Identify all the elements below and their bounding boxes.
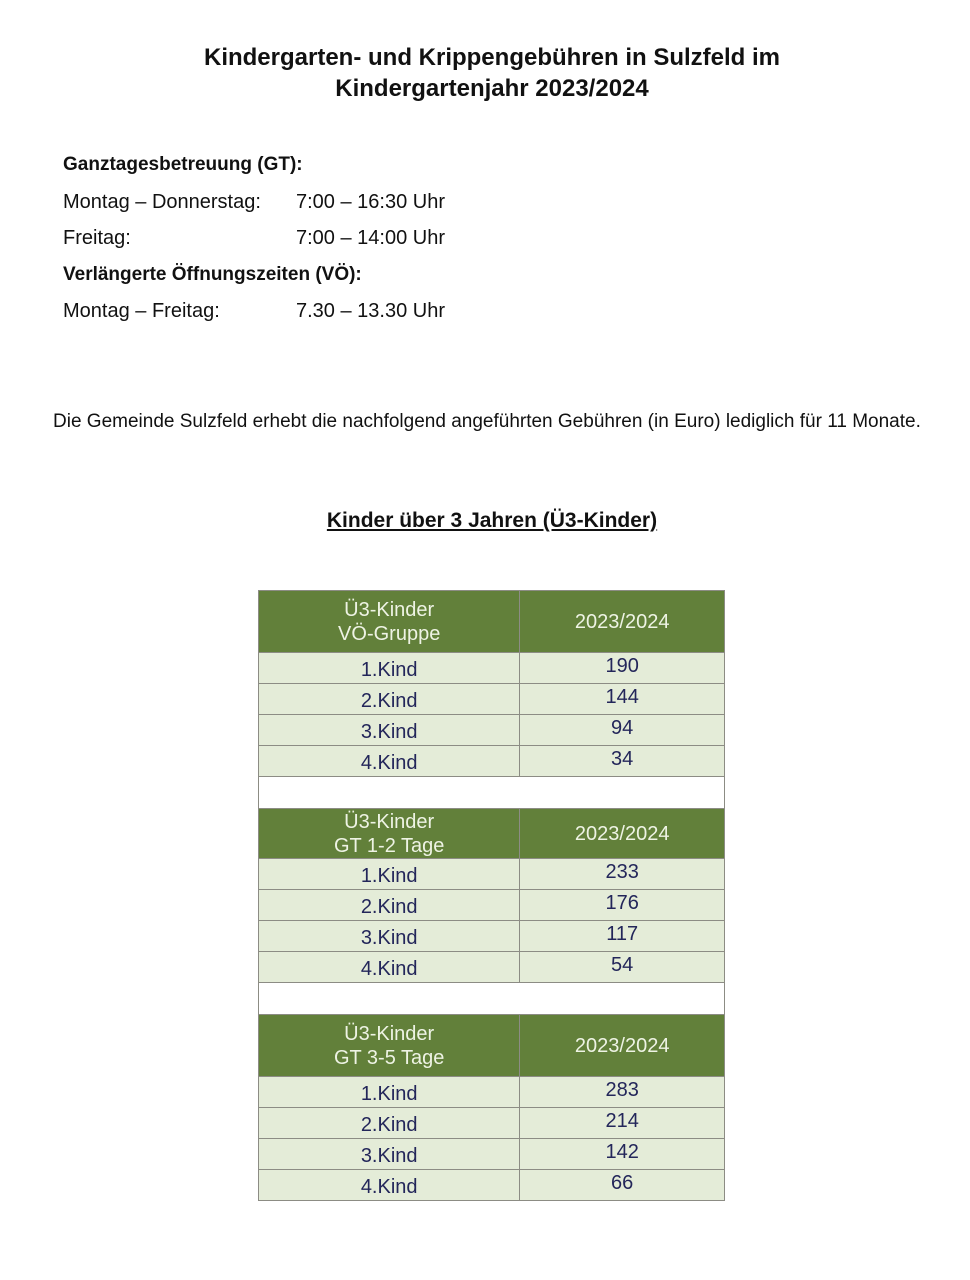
child-cell: 1.Kind [259,1077,520,1108]
spacer-row [259,983,725,1015]
section-heading: Kinder über 3 Jahren (Ü3-Kinder) [326,509,658,532]
year-header: 2023/2024 [520,809,725,859]
fee-cell: 34 [520,746,725,777]
group-line-1: Ü3-Kinder [344,1022,435,1045]
table-row [259,921,725,952]
intro-paragraph: Die Gemeinde Sulzfeld erhebt die nachfolgend angeführten Gebühren (in Euro) lediglich für 11 Monate. [53,411,921,432]
table-row [259,653,725,684]
child-cell: 2.Kind [259,684,520,715]
table-header-vo-gruppe [259,591,725,653]
fee-table [258,590,725,1201]
child-cell: 1.Kind [259,859,520,890]
fee-cell: 94 [520,715,725,746]
fee-cell: 176 [520,890,725,921]
group-line-2: VÖ-Gruppe [338,622,441,645]
fee-cell: 117 [520,921,725,952]
vo-heading: Verlängerte Öffnungszeiten (VÖ): [63,263,362,285]
child-cell: 4.Kind [259,1170,520,1201]
title-line-1: Kindergarten- und Krippengebühren in Sulzfeld im [203,44,780,71]
title-line-2: Kindergartenjahr 2023/2024 [335,75,649,102]
fee-cell: 233 [520,859,725,890]
fee-cell: 214 [520,1108,725,1139]
table-row [259,1139,725,1170]
fee-cell: 66 [520,1170,725,1201]
group-line-2: GT 3-5 Tage [333,1046,445,1069]
child-cell: 4.Kind [259,746,520,777]
gt-row-fri [63,223,445,260]
child-cell: 2.Kind [259,1108,520,1139]
child-cell: 1.Kind [259,653,520,684]
group-label [259,809,520,859]
child-cell: 2.Kind [259,890,520,921]
child-cell: 3.Kind [259,715,520,746]
fee-cell: 142 [520,1139,725,1170]
time-value: 7:00 – 16:30 Uhr [296,190,445,213]
year-header: 2023/2024 [520,591,725,653]
table-row [259,746,725,777]
fee-cell: 54 [520,952,725,983]
group-label [259,591,520,653]
spacer-cell [259,983,725,1015]
time-value: 7:00 – 14:00 Uhr [296,227,445,249]
child-cell: 3.Kind [259,921,520,952]
group-line-1: Ü3-Kinder [344,598,435,621]
day-label: Freitag: [63,227,131,249]
spacer-row [259,777,725,809]
fee-cell: 283 [520,1077,725,1108]
child-cell: 3.Kind [259,1139,520,1170]
table-row [259,859,725,890]
opening-hours [63,150,445,333]
page-title [0,42,970,104]
time-value: 7.30 – 13.30 Uhr [296,300,445,322]
table-row [259,1077,725,1108]
year-header: 2023/2024 [520,1015,725,1077]
fee-cell: 190 [520,653,725,684]
group-line-2: GT 1-2 Tage [333,834,445,857]
fee-cell: 144 [520,684,725,715]
table-row [259,1108,725,1139]
table-row [259,890,725,921]
group-line-1: Ü3-Kinder [344,810,435,833]
spacer-cell [259,777,725,809]
table-header-gt-3-5 [259,1015,725,1077]
table-header-gt-1-2 [259,809,725,859]
gt-row-mon-thu [63,187,445,224]
child-cell: 4.Kind [259,952,520,983]
table-row [259,952,725,983]
group-label [259,1015,520,1077]
day-label: Montag – Freitag: [63,300,220,322]
table-row [259,684,725,715]
table-row [259,715,725,746]
vo-row-mon-fri [63,296,445,333]
day-label: Montag – Donnerstag: [63,190,261,213]
table-row [259,1170,725,1201]
gt-heading: Ganztagesbetreuung (GT): [63,154,303,175]
